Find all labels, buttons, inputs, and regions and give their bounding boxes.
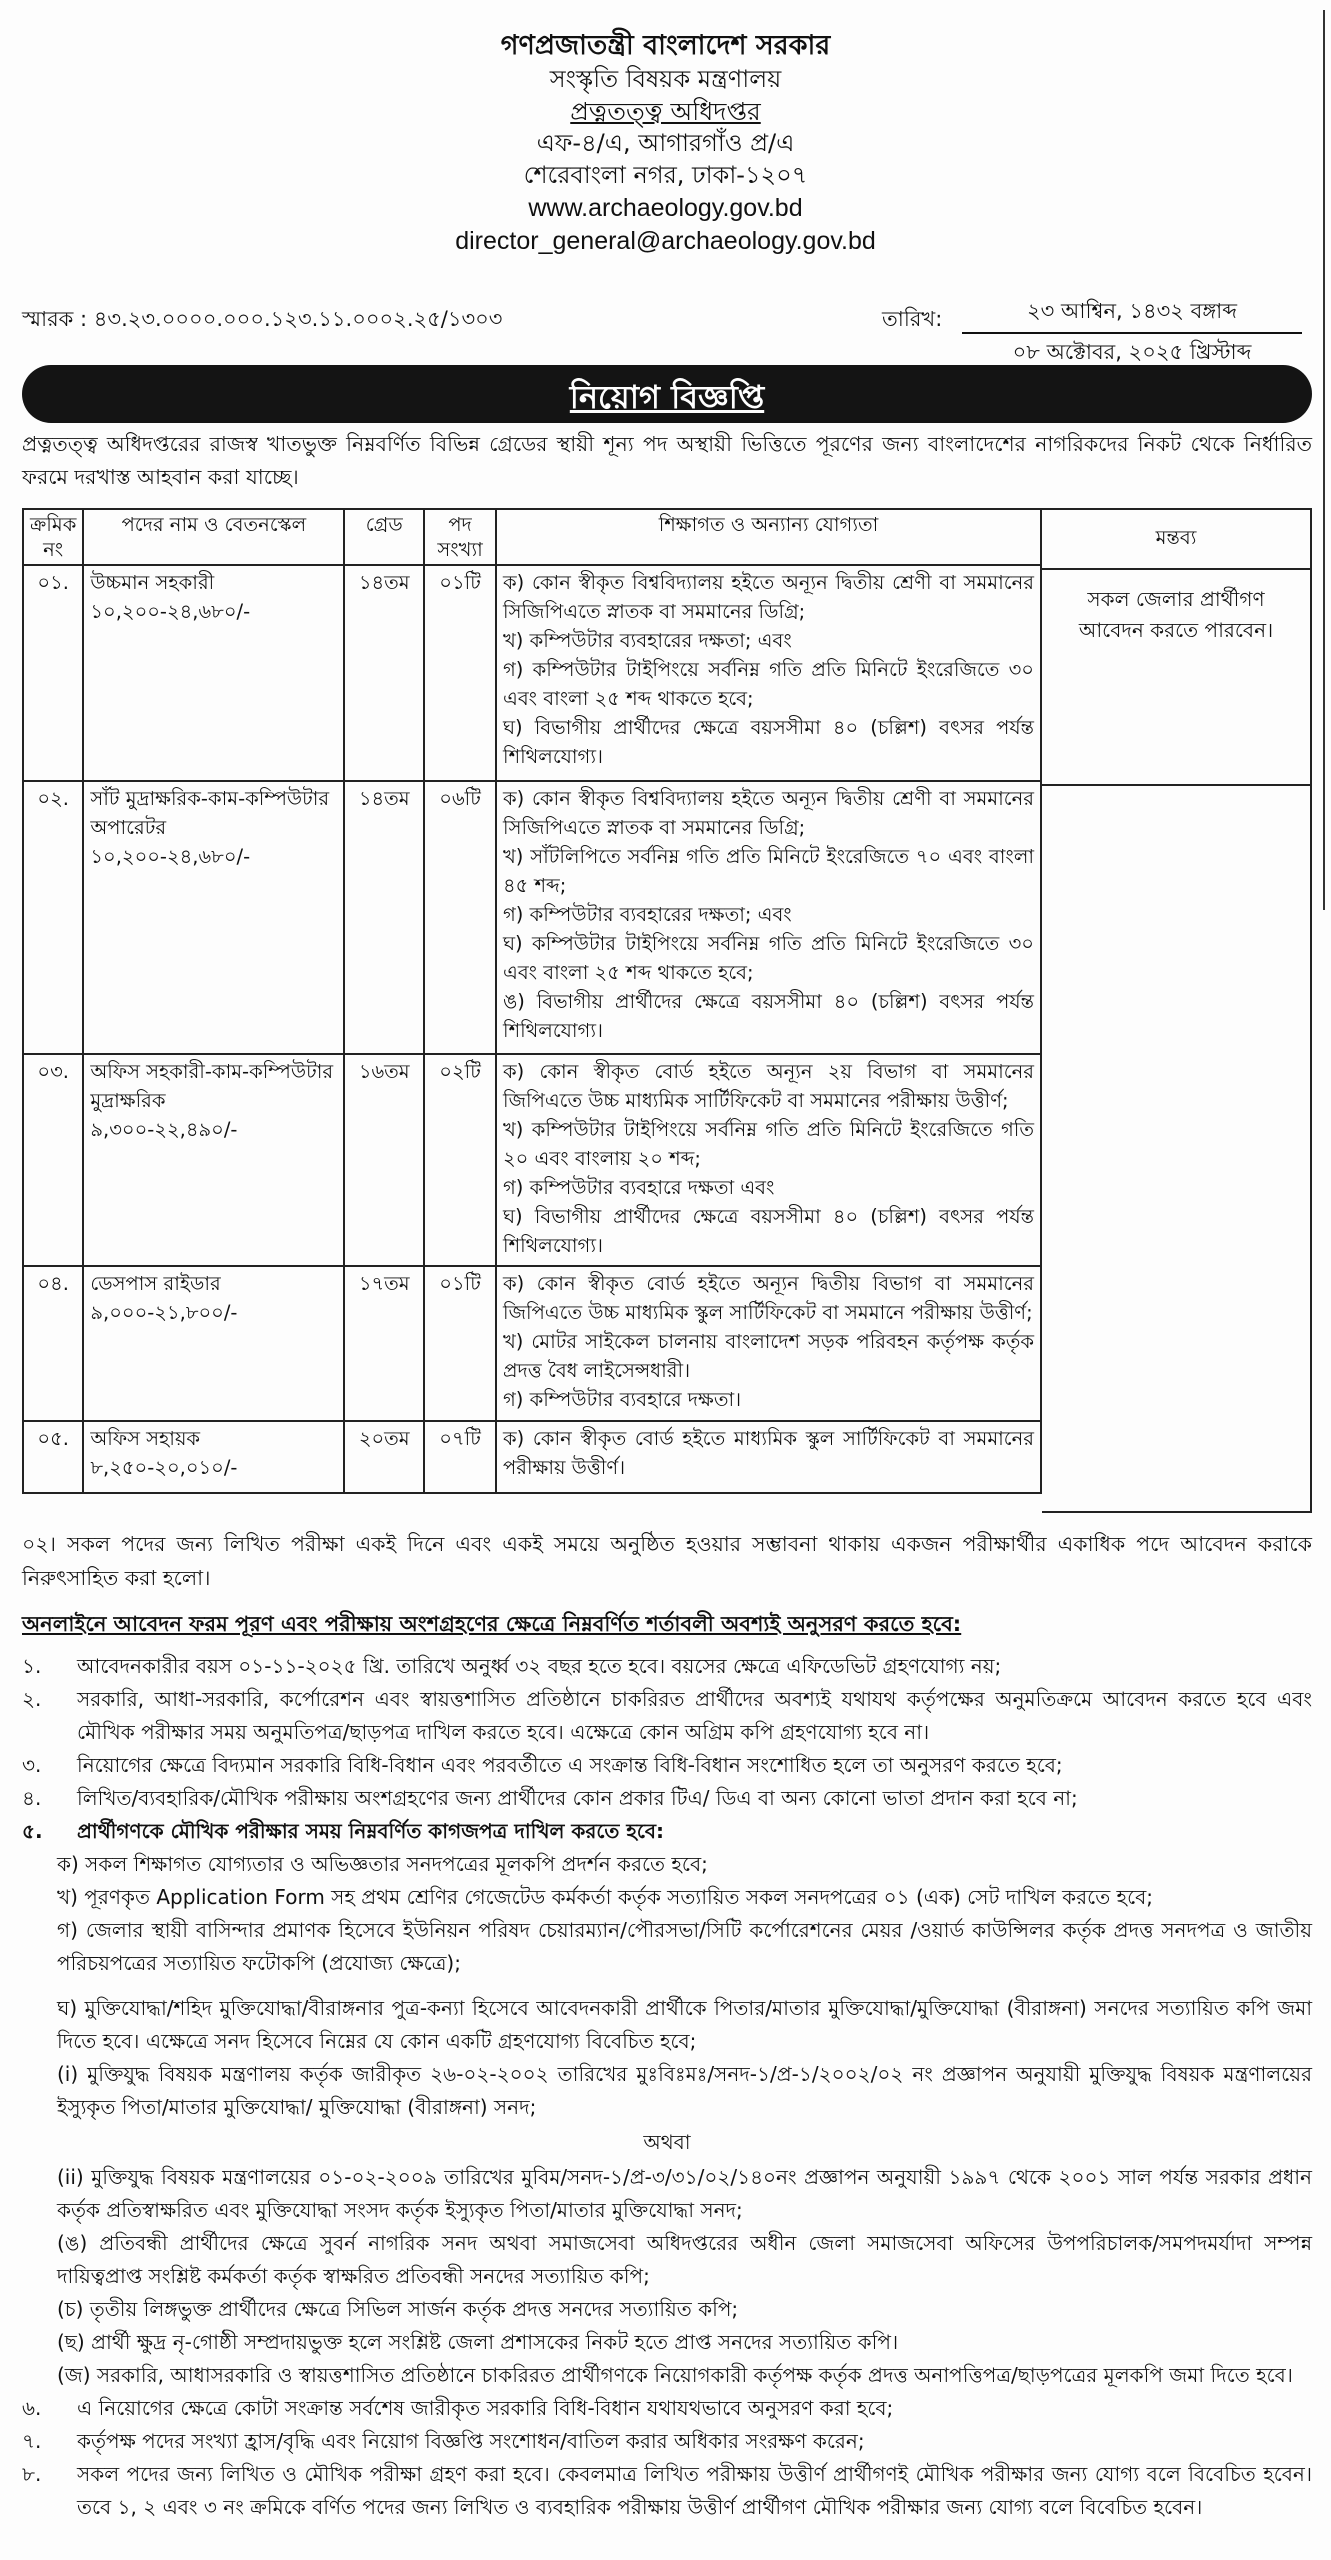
pay-scale: ৯,০০০-২১,৮০০/- [90,1301,238,1324]
row-serial: ০৫. [23,1421,83,1493]
qualification-item: ক) কোন স্বীকৃত বিশ্ববিদ্যালয় হইতে অন্যূন দ্বিতীয় শ্রেণী বা সমমানের সিজিপিএতে স্নাতক বা সমমানের ডিগ্রি; [502,571,1034,623]
row-qualification [496,781,1041,1054]
row-grade: ১৭তম [344,1266,424,1421]
condition-number: ৮. [22,2462,42,2486]
row-post [83,1266,344,1421]
condition-item [22,1749,1312,1782]
document-item: (জ) সরকারি, আধাসরকারি ও স্বায়ত্তশাসিত প্রতিষ্ঠানে চাকরিরত প্রার্থীগণকে নিয়োগকারী কর্তৃপক্ষ কর্তৃক প্রদত্ত অনাপত্তিপত্র/ছাড়পত্রের মূলকপি জমা দিতে হবে। [57,2363,1293,2387]
website: www.archaeology.gov.bd [528,193,803,222]
pay-scale: ১০,২০০-২৪,৬৮০/- [90,600,251,623]
condition-text: লিখিত/ব্যবহারিক/মৌখিক পরীক্ষায় অংশগ্রহণের জন্য প্রার্থীদের কোন প্রকার টিএ/ ডিএ বা অন্য কোনো ভাতা প্রদান করা হবে না; [77,1786,1078,1810]
qualification-item: খ) কম্পিউটার টাইপিংয়ে সর্বনিম্ন গতি প্রতি মিনিটে ইংরেজিতে গতি ২০ এবং বাংলায় ২০ শব্দ; [502,1118,1034,1170]
table-row [23,565,1041,781]
document-item: গ) জেলার স্থায়ী বাসিন্দার প্রমাণক হিসেবে ইউনিয়ন পরিষদ চেয়ারম্যান/পৌরসভা/সিটি কর্পোরেশনের মেয়র /ওয়ার্ড কাউন্সিলর কর্তৃক প্রদত্ত সনদপত্র ও জাতীয় পরিচয়পত্রের সত্যায়িত ফটোকপি (প্রযোজ্য ক্ষেত্রে); [57,1918,1312,1975]
pay-scale: ৯,৩০০-২২,৪৯০/- [90,1118,238,1141]
table-row [23,1421,1041,1493]
date-label: তারিখ: [882,307,943,331]
date-block [962,295,1302,371]
qualification-item: খ) মোটর সাইকেল চালনায় বাংলাদেশ সড়ক পরিবহন কর্তৃপক্ষ কর্তৃক প্রদত্ত বৈধ লাইসেন্সধারী। [502,1330,1034,1382]
condition-number: ৭. [22,2429,42,2453]
department-name: প্রত্নতত্ত্ব অধিদপ্তর [570,97,761,127]
qualification-item: ঘ) বিভাগীয় প্রার্থীদের ক্ষেত্রে বয়সসীমা ৪০ (চল্লিশ) বৎসর পর্যন্ত শিথিলযোগ্য। [502,716,1034,768]
document-item: খ) পূরণকৃত Application Form সহ প্রথম শ্রেণির গেজেটেড কর্মকর্তা কর্তৃক সত্যায়িত সকল সনদপত্রের ০১ (এক) সেট দাখিল করতে হবে; [57,1885,1153,1909]
document-item: (ছ) প্রার্থী ক্ষুদ্র নৃ-গোষ্ঠী সম্প্রদায়ভুক্ত হলে সংশ্লিষ্ট জেলা প্রশাসকের নিকট হতে প্রাপ্ত সনদের সত্যায়িত কপি। [57,2330,899,2354]
condition-item [22,1782,1312,1815]
conditions-list [22,1650,1312,2524]
row-count: ০১টি [424,1266,496,1421]
post-name: অফিস সহকারী-কাম-কম্পিউটার মুদ্রাক্ষরিক [90,1060,334,1112]
document-item: ঘ) মুক্তিযোদ্ধা/শহিদ মুক্তিযোদ্ধা/বীরাঙ্গনার পুত্র-কন্যা হিসেবে আবেদনকারী প্রার্থীকে পিতার/মাতার মুক্তিযোদ্ধা/মুক্তিযোদ্ধা (বীরাঙ্গনা) সনদের সত্যায়িত কপি জমা দিতে হবে। এক্ষেত্রে সনদ হিসেবে নিম্নের যে কোন একটি গ্রহণযোগ্য বিবেচিত হবে; [57,1996,1312,2053]
qualification-item: ক) কোন স্বীকৃত বোর্ড হইতে মাধ্যমিক স্কুল সার্টিফিকেট বা সমমানের পরীক্ষায় উত্তীর্ণ। [502,1427,1034,1479]
condition-item [22,2458,1312,2524]
row-qualification [496,1054,1041,1266]
pay-scale: ৮,২৫০-২০,০১০/- [90,1456,238,1479]
table-row [23,781,1041,1054]
qualification-item: গ) কম্পিউটার ব্যবহারে দক্ষতা। [502,1388,742,1411]
table-header-row [23,509,1041,565]
header-qualification: শিক্ষাগত ও অন্যান্য যোগ্যতা [496,509,1041,565]
condition-text: প্রার্থীগণকে মৌখিক পরীক্ষার সময় নিম্নবর্ণিত কাগজপত্র দাখিল করতে হবে: [77,1819,665,1843]
reference-row [22,295,1312,364]
letterhead [0,28,1331,258]
title-banner [22,365,1312,423]
row-count: ০১টি [424,565,496,781]
row-count: ০৭টি [424,1421,496,1493]
row-grade: ১৪তম [344,781,424,1054]
remarks-column [1042,508,1312,1513]
qualification-item: ক) কোন স্বীকৃত বিশ্ববিদ্যালয় হইতে অন্যূন দ্বিতীয় শ্রেণী বা সমমানের সিজিপিএতে স্নাতক বা সমমানের ডিগ্রি; [502,787,1034,839]
pay-scale: ১০,২০০-২৪,৬৮০/- [90,845,251,868]
condition-text: আবেদনকারীর বয়স ০১-১১-২০২৫ খ্রি. তারিখে অনুর্ধ্ব ৩২ বছর হতে হবে। বয়সের ক্ষেত্রে এফিডেভিট গ্রহণযোগ্য নয়; [77,1654,1002,1678]
condition-text: সকল পদের জন্য লিখিত ও মৌখিক পরীক্ষা গ্রহণ করা হবে। কেবলমাত্র লিখিত পরীক্ষায় উত্তীর্ণ প্রার্থীগণই মৌখিক পরীক্ষার জন্য যোগ্য বলে বিবেচিত হবেন। তবে ১, ২ এবং ৩ নং ক্রমিকে বর্ণিত পদের জন্য লিখিত ও ব্যবহারিক পরীক্ষায় উত্তীর্ণ প্রার্থীগণ মৌখিক পরীক্ষার জন্য যোগ্য বলে বিবেচিত হবেন। [77,2462,1312,2519]
document-item: ক) সকল শিক্ষাগত যোগ্যতার ও অভিজ্ঞতার সনদপত্রের মূলকপি প্রদর্শন করতে হবে; [57,1852,708,1876]
header-count: পদ সংখ্যা [424,509,496,565]
table-row [23,1266,1041,1421]
date-bangla: ২৩ আশ্বিন, ১৪৩২ বঙ্গাব্দ [962,295,1302,334]
qualification-item: ঙ) বিভাগীয় প্রার্থীদের ক্ষেত্রে বয়সসীমা ৪০ (চল্লিশ) বৎসর পর্যন্ত শিথিলযোগ্য। [502,990,1034,1042]
row-serial: ০১. [23,565,83,781]
qualification-item: ক) কোন স্বীকৃত বোর্ড হইতে অন্যূন ২য় বিভাগ বা সমমানের জিপিএতে উচ্চ মাধ্যমিক সার্টিফিকেট বা সমমানের পরীক্ষায় উত্তীর্ণ; [502,1060,1034,1112]
qualification-item: ঘ) কম্পিউটার টাইপিংয়ে সর্বনিম্ন গতি প্রতি মিনিটে ইংরেজিতে ৩০ এবং বাংলা ২৫ শব্দ থাকতে হবে; [502,932,1034,984]
condition-text: কর্তৃপক্ষ পদের সংখ্যা হ্রাস/বৃদ্ধি এবং নিয়োগ বিজ্ঞপ্তি সংশোধন/বাতিল করার অধিকার সংরক্ষণ করেন; [77,2429,865,2453]
remarks-text: সকল জেলার প্রার্থীগণ আবেদন করতে পারবেন। [1042,570,1310,786]
post-name: উচ্চমান সহকারী [90,571,215,594]
ministry-name: সংস্কৃতি বিষয়ক মন্ত্রণালয় [549,64,782,93]
condition-text: এ নিয়োগের ক্ষেত্রে কোটা সংক্রান্ত সর্বশেষ জারীকৃত সরকারি বিধি-বিধান যথাযথভাবে অনুসরণ করা হবে; [77,2396,894,2420]
row-qualification [496,1266,1041,1421]
condition-item [22,2425,1312,2458]
row-serial: ০২. [23,781,83,1054]
condition-number: ২. [22,1687,42,1711]
header-remarks: মন্তব্য [1042,510,1310,570]
condition-text: সরকারি, আধা-সরকারি, কর্পোরেশন এবং স্বায়ত্তশাসিত প্রতিষ্ঠানে চাকরিরত প্রার্থীদের অবশ্যই যথাযথ কর্তৃপক্ষের অনুমতিক্রমে আবেদন করতে হবে এবং মৌখিক পরীক্ষার সময় অনুমতিপত্র/ছাড়পত্র দাখিল করতে হবে। এক্ষেত্রে কোন অগ্রিম কপি গ্রহণযোগ্য হবে না। [77,1687,1312,1744]
row-qualification [496,1421,1041,1493]
row-post [83,565,344,781]
condition-number: ৪. [22,1786,42,1810]
or-separator: অথবা [643,2130,691,2154]
row-serial: ০৪. [23,1266,83,1421]
post-name: ডেসপাস রাইডার [90,1272,221,1295]
qualification-item: গ) কম্পিউটার টাইপিংয়ে সর্বনিম্ন গতি প্রতি মিনিটে ইংরেজিতে ৩০ এবং বাংলা ২৫ শব্দ থাকতে হবে; [502,658,1034,710]
document-item: (ঙ) প্রতিবন্ধী প্রার্থীদের ক্ষেত্রে সুবর্ন নাগরিক সনদ অথবা সমাজসেবা অধিদপ্তরের অধীন জেলা সমাজসেবা অফিসের উপপরিচালক/সমপদমর্যাদা সম্পন্ন দায়িত্বপ্রাপ্ত সংশ্লিষ্ট কর্মকর্তা কর্তৃক স্বাক্ষরিত প্রতিবন্ধী সনদের সত্যায়িত কপি; [57,2231,1312,2288]
condition-number: ১. [22,1654,42,1678]
row-qualification [496,565,1041,781]
row-post [83,781,344,1054]
government-name: গণপ্রজাতন্ত্রী বাংলাদেশ সরকার [500,30,831,61]
condition-text: নিয়োগের ক্ষেত্রে বিদ্যমান সরকারি বিধি-বিধান এবং পরবর্তীতে এ সংক্রান্ত বিধি-বিধান সংশোধিত হলে তা অনুসরণ করতে হবে; [77,1753,1063,1777]
qualification-item: খ) সাঁটলিপিতে সর্বনিম্ন গতি প্রতি মিনিটে ইংরেজিতে ৭০ এবং বাংলা ৪৫ শব্দ; [502,845,1034,897]
qualification-item: ঘ) বিভাগীয় প্রার্থীদের ক্ষেত্রে বয়সসীমা ৪০ (চল্লিশ) বৎসর পর্যন্ত শিথিলযোগ্য। [502,1205,1034,1257]
post-name: অফিস সহায়ক [90,1427,201,1450]
row-grade: ১৬তম [344,1054,424,1266]
posts-table [22,508,1042,1494]
date-english: ০৮ অক্টোবর, ২০২৫ খ্রিস্টাব্দ [1012,340,1252,364]
header-grade: গ্রেড [344,509,424,565]
row-count: ০২টি [424,1054,496,1266]
row-post [83,1421,344,1493]
qualification-item: ক) কোন স্বীকৃত বোর্ড হইতে অন্যূন দ্বিতীয় বিভাগ বা সমমানের জিপিএতে উচ্চ মাধ্যমিক স্কুল সার্টিফিকেট বা সমমানে পরীক্ষায় উত্তীর্ণ; [502,1272,1034,1324]
row-grade: ১৪তম [344,565,424,781]
address-line-2: শেরেবাংলা নগর, ঢাকা-১২০৭ [523,160,808,189]
condition-item [22,1650,1312,1683]
row-grade: ২০তম [344,1421,424,1493]
condition-item [22,1683,1312,1749]
condition-item [22,2392,1312,2425]
header-post: পদের নাম ও বেতনস্কেল [83,509,344,565]
address-line-1: এফ-৪/এ, আগারগাঁও প্র/এ [536,129,795,158]
condition-number: ৬. [22,2396,42,2420]
row-count: ০৬টি [424,781,496,1054]
row-post [83,1054,344,1266]
document-item: (ii) মুক্তিযুদ্ধ বিষয়ক মন্ত্রণালয়ের ০১-০২-২০০৯ তারিখের মুবিম/সনদ-১/প্র-৩/৩১/০২/১৪০নং প্রজ্ঞাপন অনুযায়ী ১৯৯৭ থেকে ২০০১ সাল পর্যন্ত সরকার প্রধান কর্তৃক প্রতিস্বাক্ষরিত এবং মুক্তিযোদ্ধা সংসদ কর্তৃক ইস্যুকৃত পিতা/মাতার মুক্তিযোদ্ধা সনদ; [57,2165,1312,2222]
post-name: সাঁট মুদ্রাক্ষরিক-কাম-কম্পিউটার অপারেটর [90,787,330,839]
online-conditions-heading: অনলাইনে আবেদন ফরম পূরণ এবং পরীক্ষায় অংশগ্রহণের ক্ষেত্রে নিম্নবর্ণিত শর্তাবলী অবশ্যই অনুসরণ করতে হবে: [22,1612,962,1636]
memo-number: স্মারক : ৪৩.২৩.০০০০.০০০.১২৩.১১.০০০২.২৫/১৩০৩ [22,307,503,331]
condition-number: ৩. [22,1753,42,1777]
document-item: (চ) তৃতীয় লিঙ্গভুক্ত প্রার্থীদের ক্ষেত্রে সিভিল সার্জন কর্তৃক প্রদত্ত সনদের সত্যায়িত কপি; [57,2297,739,2321]
qualification-item: খ) কম্পিউটার ব্যবহারের দক্ষতা; এবং [502,629,792,652]
qualification-item: গ) কম্পিউটার ব্যবহারে দক্ষতা এবং [502,1176,775,1199]
condition-item [22,1815,1312,1848]
header-serial: ক্রমিক নং [23,509,83,565]
note-02: ০২। সকল পদের জন্য লিখিত পরীক্ষা একই দিনে এবং একই সময়ে অনুষ্ঠিত হওয়ার সম্ভাবনা থাকায় একজন পরীক্ষার্থীর একাধিক পদে আবেদন করাকে নিরুৎসাহিত করা হলো। [22,1532,1312,1590]
row-serial: ০৩. [23,1054,83,1266]
notice-title: নিয়োগ বিজ্ঞপ্তি [569,378,765,416]
condition-number: ৫. [22,1819,43,1843]
document-item: (i) মুক্তিযুদ্ধ বিষয়ক মন্ত্রণালয় কর্তৃক জারীকৃত ২৬-০২-২০০২ তারিখের মুঃবিঃমঃ/সনদ-১/প্র-১/২০০২/০২ নং প্রজ্ঞাপন অনুযায়ী মুক্তিযুদ্ধ বিষয়ক মন্ত্রণালয়ের ইস্যুকৃত পিতা/মাতার মুক্তিযোদ্ধা/ মুক্তিযোদ্ধা (বীরাঙ্গনা) সনদ; [57,2062,1312,2119]
table-row [23,1054,1041,1266]
intro-paragraph: প্রত্নতত্ত্ব অধিদপ্তরের রাজস্ব খাতভুক্ত নিম্নবর্ণিত বিভিন্ন গ্রেডের স্থায়ী শূন্য পদ অস্থায়ী ভিত্তিতে পূরণের জন্য বাংলাদেশের নাগরিকদের নিকট থেকে নির্ধারিত ফরমে দরখাস্ত আহবান করা যাচ্ছে। [22,432,1312,489]
email: director_general@archaeology.gov.bd [455,226,876,255]
qualification-item: গ) কম্পিউটার ব্যবহারের দক্ষতা; এবং [502,903,792,926]
